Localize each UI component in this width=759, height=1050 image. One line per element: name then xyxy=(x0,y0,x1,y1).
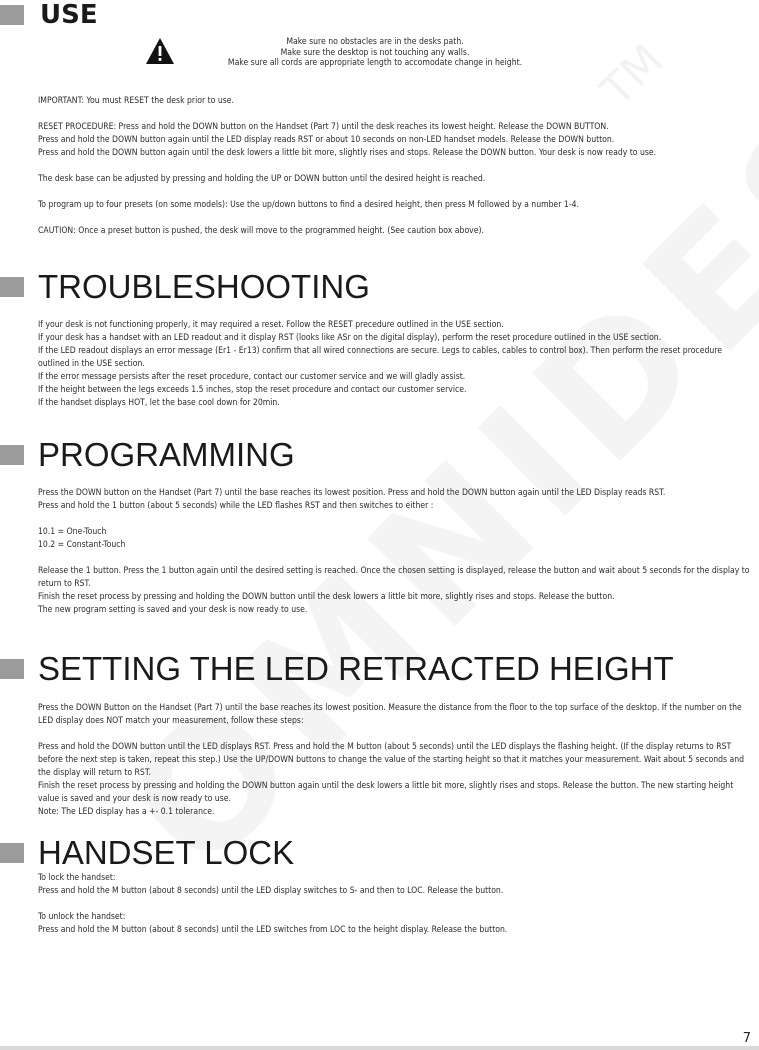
warning-line: Make sure the desktop is not touching any walls. xyxy=(280,47,470,58)
handset-lock-heading xyxy=(0,836,294,869)
lock-label: To lock the handset: xyxy=(38,873,116,883)
important-note: IMPORTANT: You must RESET the desk prior to use. xyxy=(38,96,234,106)
troubleshooting-line: If your desk has a handset with an LED readout and it display RST (looks like ASr on the digital display), perform the reset procedure outlined in the USE section. xyxy=(38,333,662,343)
programming-text: The new program setting is saved and your desk is now ready to use. xyxy=(38,605,308,615)
warning-icon xyxy=(145,37,175,65)
led-height-text: Finish the reset process by pressing and holding the DOWN button again until the desk lowers a little bit more, slightly rises and stops. Release the button. The new starting height value is saved and your desk is now ready to use. xyxy=(38,781,734,804)
reset-step: Press and hold the DOWN button again until the desk lowers a little bit more, slightly rises and stops. Release the DOWN button. Your desk is now ready to use. xyxy=(38,148,657,158)
programming-text: Press and hold the 1 button (about 5 seconds) while the LED flashes RST and then switches to either : xyxy=(38,501,434,511)
unlock-label: To unlock the handset: xyxy=(38,912,126,922)
programming-title: PROGRAMMING xyxy=(38,436,295,473)
led-height-title: SETTING THE LED RETRACTED HEIGHT xyxy=(38,650,674,687)
lock-text: Press and hold the M button (about 8 seconds) until the LED display switches to S- and then to LOC. Release the button. xyxy=(38,886,504,896)
programming-text: Finish the reset process by pressing and holding the DOWN button until the desk lowers a little bit more, slightly rises and stops. Release the button. xyxy=(38,592,615,602)
programming-option: 10.1 = One-Touch xyxy=(38,527,107,537)
use-heading xyxy=(0,2,98,28)
troubleshooting-line: If the handset displays HOT, let the base cool down for 20min. xyxy=(38,398,280,408)
handset-lock-body xyxy=(38,872,750,937)
led-height-text: Press the DOWN Button on the Handset (Part 7) until the base reaches its lowest position. Measure the distance from the floor to the top surface of the desktop. If the number on the LED display does NOT match your measurement, follow these steps: xyxy=(38,703,742,726)
reset-step: Press and hold the DOWN button again until the LED display reads RST or about 10 seconds on non-LED handset models. Release the DOWN button. xyxy=(38,135,615,145)
section-marker xyxy=(0,843,24,863)
handset-lock-title: HANDSET LOCK xyxy=(38,834,295,871)
troubleshooting-heading xyxy=(0,270,370,303)
presets-text: To program up to four presets (on some models): Use the up/down buttons to find a desired height, then press M followed by a number 1-4. xyxy=(38,200,580,210)
use-body xyxy=(38,95,750,238)
led-height-text: Press and hold the DOWN button until the LED displays RST. Press and hold the M button (about 5 seconds) until the LED displays the flashing height. (If the display returns to RST before the next step is taken, repeat this step.) Use the UP/DOWN buttons to change the value of the starting height so that it matches your measurement. Wait about 5 seconds and the display will return to RST. xyxy=(38,742,745,778)
adjust-text: The desk base can be adjusted by pressing and holding the UP or DOWN button until the desired height is reached. xyxy=(38,174,486,184)
troubleshooting-line: If your desk is not functioning properly, it may required a reset. Follow the RESET precedure outlined in the USE section. xyxy=(38,320,504,330)
unlock-text: Press and hold the M button (about 8 seconds) until the LED switches from LOC to the height display. Release the button. xyxy=(38,925,508,935)
section-marker xyxy=(0,659,24,679)
programming-text: Press the DOWN button on the Handset (Part 7) until the base reaches its lowest position. Press and hold the DOWN button again until the LED Display reads RST. xyxy=(38,488,666,498)
led-height-heading xyxy=(0,652,674,685)
programming-heading xyxy=(0,438,295,471)
warning-lines xyxy=(175,37,575,69)
section-marker xyxy=(0,5,24,25)
section-marker xyxy=(0,445,24,465)
troubleshooting-title: TROUBLESHOOTING xyxy=(38,268,370,305)
troubleshooting-line: If the height between the legs exceeds 1.5 inches, stop the reset procedure and contact our customer service. xyxy=(38,385,467,395)
led-height-body xyxy=(38,702,750,819)
trademark-watermark: TM xyxy=(591,34,674,117)
use-title: USE xyxy=(40,0,98,30)
section-marker xyxy=(0,277,24,297)
led-height-text: Note: The LED display has a +- 0.1 tolerance. xyxy=(38,807,215,817)
bottom-border xyxy=(0,1046,759,1050)
page-number: 7 xyxy=(742,1031,751,1046)
warning-line: Make sure no obstacles are in the desks path. xyxy=(286,37,464,47)
reset-step: RESET PROCEDURE: Press and hold the DOWN button on the Handset (Part 7) until the desk reaches its lowest height. Release the DOWN BUTTON. xyxy=(38,122,609,132)
caution-text: CAUTION: Once a preset button is pushed, the desk will move to the programmed height. (See caution box above). xyxy=(38,226,484,236)
troubleshooting-line: If the LED readout displays an error message (Er1 - Er13) confirm that all wired connections are secure. Legs to cables, cables to control box). Then perform the reset procedure outlined in the USE section. xyxy=(38,346,723,369)
programming-text: Release the 1 button. Press the 1 button again until the desired setting is reached. Once the chosen setting is displayed, release the button and wait about 5 seconds for the display to return to RST. xyxy=(38,566,750,589)
programming-body xyxy=(38,487,750,617)
warning-box xyxy=(145,37,565,71)
troubleshooting-body xyxy=(38,319,750,410)
troubleshooting-line: If the error message persists after the reset procedure, contact our customer service and we will gladly assist. xyxy=(38,372,466,382)
programming-option: 10.2 = Constant-Touch xyxy=(38,540,126,550)
warning-line: Make sure all cords are appropriate length to accomodate change in height. xyxy=(227,58,523,68)
